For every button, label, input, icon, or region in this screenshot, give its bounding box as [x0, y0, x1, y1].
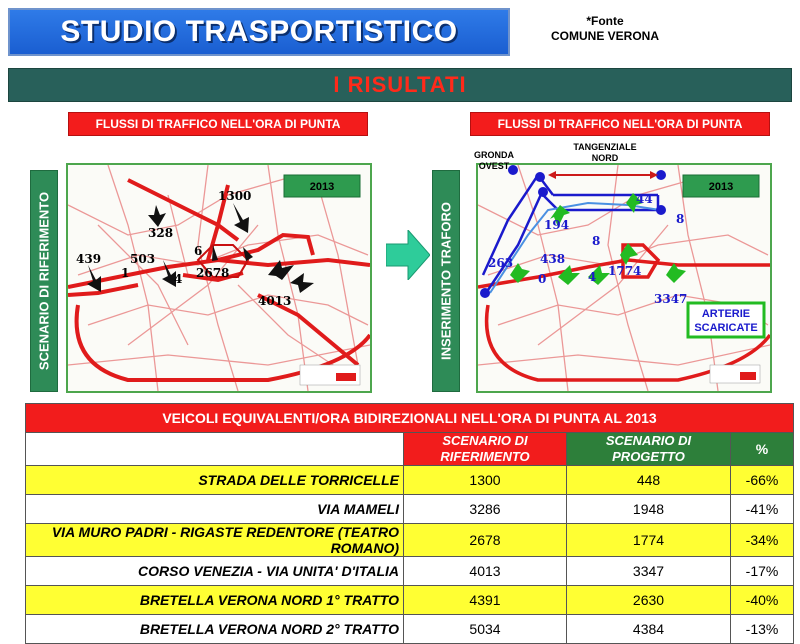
left-val-4: 439 [76, 252, 102, 266]
left-val-1: 1300 [218, 189, 252, 203]
left-panel-label: FLUSSI DI TRAFFICO NELL'ORA DI PUNTA [68, 112, 368, 136]
right-map [476, 163, 772, 393]
left-val-9: 4013 [258, 294, 292, 308]
tangenziale-label: TANGENZIALE NORD [573, 142, 637, 163]
table-header-row [26, 433, 794, 466]
left-val-6: 1 [121, 266, 130, 280]
table-row: VIA MURO PADRI - RIGASTE REDENTORE (TEATRO ROMANO) 2678 1774 -34% [26, 524, 794, 557]
right-val-8: 4 [588, 270, 597, 284]
page-title: STUDIO TRASPORTISTICO [60, 15, 458, 48]
results-title: I RISULTATI [333, 72, 467, 97]
left-val-8: 2678 [196, 266, 230, 280]
gronda-label: GRONDA OVEST [474, 150, 514, 171]
source-note [520, 14, 690, 44]
transition-arrow-icon [386, 230, 430, 280]
left-map-graphic [68, 165, 370, 391]
right-year: 2013 [708, 181, 734, 193]
table-title-row [26, 404, 794, 433]
left-val-5: 503 [130, 252, 156, 266]
right-panel-label: FLUSSI DI TRAFFICO NELL'ORA DI PUNTA [470, 112, 770, 136]
left-year: 2013 [309, 181, 335, 193]
left-vertical-label: SCENARIO DI RIFERIMENTO [30, 170, 58, 392]
right-vertical-label: INSERIMENTO TRAFORO [432, 170, 460, 392]
header-rif: SCENARIO DI RIFERIMENTO [404, 433, 567, 466]
right-val-1: 44 [636, 192, 653, 206]
header-pct: % [731, 433, 794, 466]
source-line-2: COMUNE VERONA [550, 29, 659, 43]
table-row: BRETELLA VERONA NORD 1° TRATTO 4391 2630 -40% [26, 586, 794, 615]
title-banner [8, 8, 510, 56]
source-line-1: *Fonte [586, 14, 624, 28]
table-row: CORSO VENEZIA - VIA UNITA' D'ITALIA 4013 3347 -17% [26, 557, 794, 586]
table-row: VIA MAMELI 3286 1948 -41% [26, 495, 794, 524]
right-val-6: 438 [540, 252, 566, 266]
left-val-2: 328 [148, 226, 174, 240]
right-val-10: 3347 [654, 292, 688, 306]
left-val-7: 4 [174, 272, 183, 286]
left-map [66, 163, 372, 393]
right-val-2: 8 [676, 212, 685, 226]
right-val-5: 263 [488, 256, 514, 270]
right-map-graphic [478, 165, 770, 391]
left-val-3: 6 [194, 244, 203, 258]
table-title: VEICOLI EQUIVALENTI/ORA BIDIREZIONALI NELL'ORA DI PUNTA AL 2013 [26, 404, 794, 433]
results-bar [8, 68, 792, 102]
right-val-9: 1774 [608, 264, 642, 278]
table-row: BRETELLA VERONA NORD 2° TRATTO 5034 4384 -13% [26, 615, 794, 644]
arterie-line-2: SCARICATE [694, 322, 758, 334]
arterie-line-1: ARTERIE [701, 308, 751, 320]
right-val-4: 8 [592, 234, 601, 248]
results-table [25, 403, 794, 644]
table-row: STRADA DELLE TORRICELLE 1300 448 -66% [26, 466, 794, 495]
header-prog: SCENARIO DI PROGETTO [567, 433, 731, 466]
right-val-7: 0 [538, 272, 547, 286]
right-val-3: 194 [544, 218, 570, 232]
